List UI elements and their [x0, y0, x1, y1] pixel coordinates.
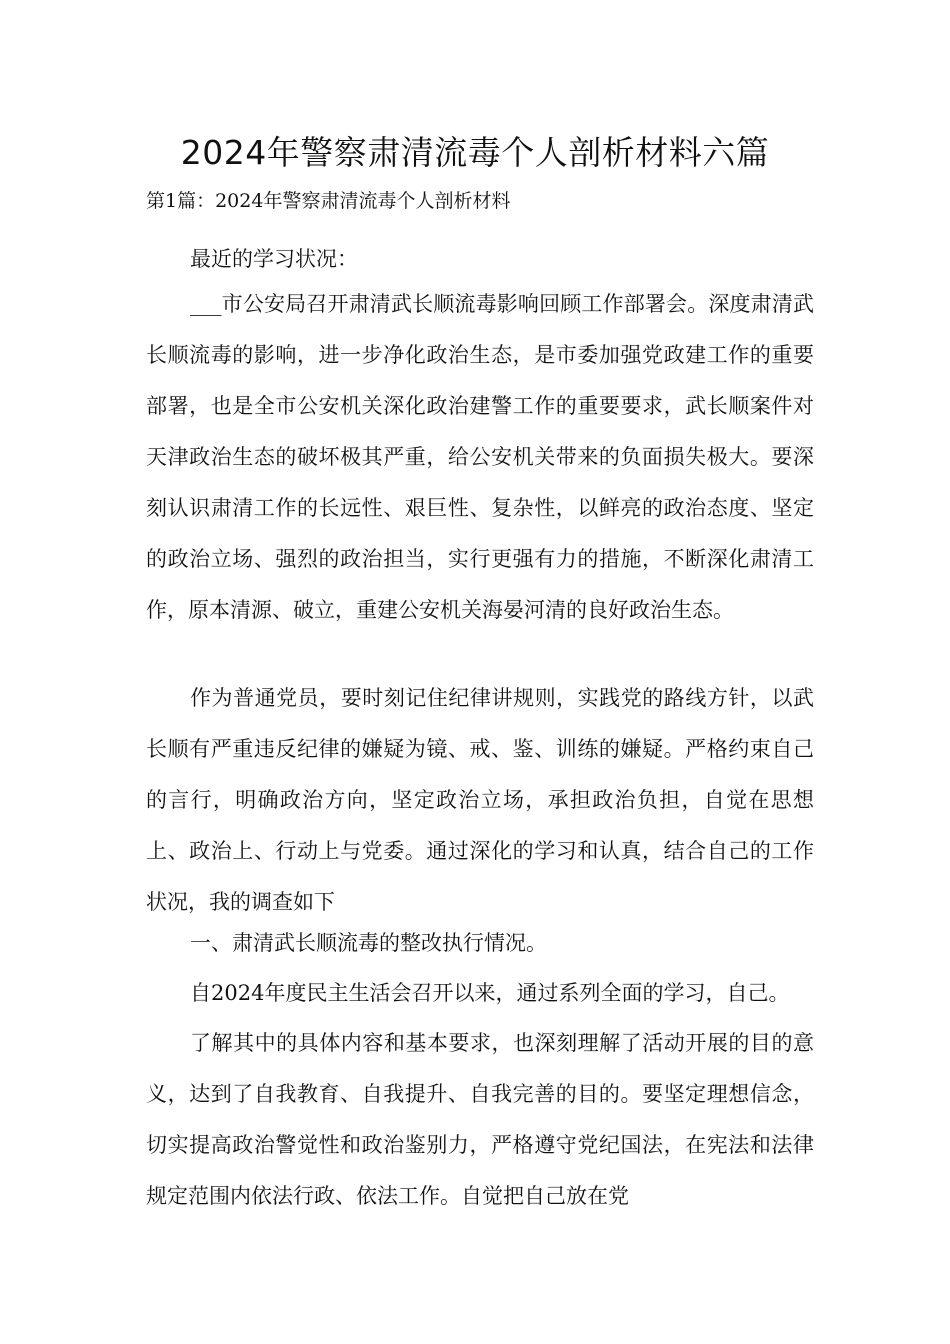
- paragraph-study-status: 最近的学习状况：: [190, 247, 358, 271]
- paragraph-meeting: ___市公安局召开肃清武长顺流毒影响回顾工作部署会。深度肃清武长顺流毒的影响，进一步净化政治生态，是市委加强党政建工作的重要部署，也是全市公安机关深化政治建警工作的重要要求，武长顺案件对天津政治生态的破坏极其严重，给公安机关带来的负面损失极大。要深刻认识肃清工作的长远性、艰巨性、复杂性，以鲜亮的政治态度、坚定的政治立场、强烈的政治担当，实行更强有力的措施，不断深化肃清工作，原本清源、破立，重建公安机关海晏河清的良好政治生态。: [146, 292, 814, 622]
- section-heading-rectification: 一、肃清武长顺流毒的整改执行情况。: [190, 931, 547, 955]
- chapter-subtitle: 第1篇：2024年警察肃清流毒个人剖析材料: [146, 190, 511, 212]
- paragraph-since-meeting: 自2024年度民主生活会召开以来，通过系列全面的学习，自己。: [190, 981, 790, 1005]
- document-title: 2024年警察肃清流毒个人剖析材料六篇: [180, 133, 770, 172]
- paragraph-party-member: 作为普通党员，要时刻记住纪律讲规则，实践党的路线方针，以武长顺有严重违反纪律的嫌疑为镜、戒、鉴、训练的嫌疑。严格约束自己的言行，明确政治方向，坚定政治立场，承担政治负担，自觉在思想上、政治上、行动上与党委。通过深化的学习和认真，结合自己的工作状况，我的调查如下: [146, 686, 814, 914]
- paragraph-understanding: 了解其中的具体内容和基本要求，也深刻理解了活动开展的目的意义，达到了自我教育、自我提升、自我完善的目的。要坚定理想信念，切实提高政治警觉性和政治鉴别力，严格遵守党纪国法，在宪法和法律规定范围内依法行政、依法工作。自觉把自己放在党: [146, 1031, 814, 1208]
